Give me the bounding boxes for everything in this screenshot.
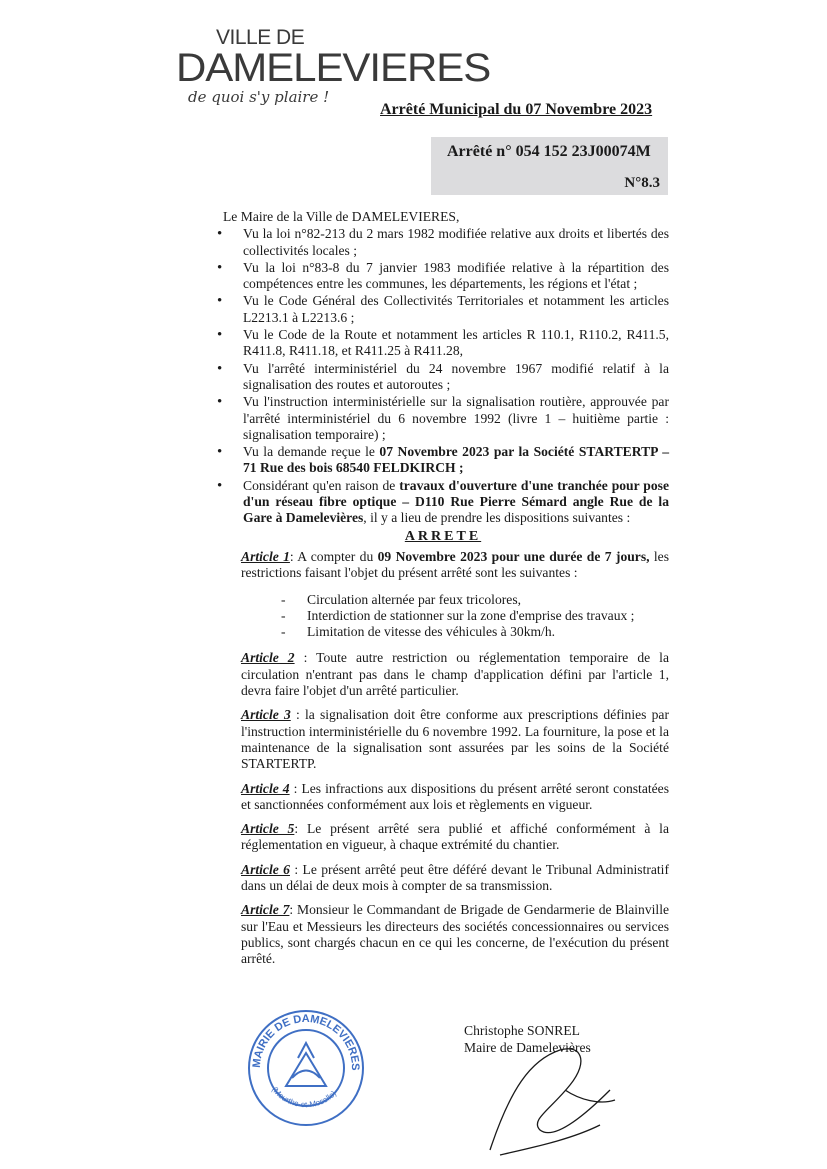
considering-item: [217, 478, 669, 527]
article-2: [241, 650, 669, 699]
consideration-item: • Vu l'arrêté interministériel du 24 novembre 1967 modifié relatif à la signalisation des routes et autoroutes ;: [217, 361, 669, 394]
article-4: [241, 781, 669, 814]
document-body: [217, 209, 669, 975]
article-text: : Le présent arrêté sera publié et affiché conformément à la réglementation en vigueur, à chaque extrémité du chantier.: [241, 821, 669, 853]
request-prefix: Vu la demande reçue le: [243, 444, 380, 460]
article-text: : Toute autre restriction ou réglementation temporaire de la circulation n'entrant pas dans le champ d'application défini par l'article 1, devra faire l'objet d'un arrêté particulier.: [241, 650, 669, 699]
considerations-list: [217, 226, 669, 526]
document-title: Arrêté Municipal du 07 Novembre 2023: [380, 101, 653, 118]
article-7: [241, 902, 669, 967]
article-1-bold: 09 Novembre 2023 pour une durée de 7 jours,: [377, 548, 650, 564]
consideration-item: • Vu la loi n°82-213 du 2 mars 1982 modifiée relative aux droits et libertés des collectivités locales ;: [217, 226, 669, 259]
article-text: : Les infractions aux dispositions du présent arrêté seront constatées et sanctionnées conformément aux lois et règlements en vigueur.: [241, 780, 669, 812]
request-bold: 07 Novembre 2023 par la Société STARTERTP – 71 Rue des bois 68540 FELDKIRCH ;: [243, 444, 669, 476]
article-6: [241, 862, 669, 895]
article-3: [241, 707, 669, 772]
handwritten-signature: [470, 1030, 620, 1160]
considering-bold: travaux d'ouverture d'une tranchée pour pose d'un réseau fibre optique – D110 Rue Pierre Sémard angle Rue de la Gare à Damelevières: [243, 477, 669, 526]
logo-slogan: de quoi s'y plaire !: [188, 88, 330, 106]
article-label: Article 7: [241, 902, 290, 918]
svg-text:(Meurthe-et-Moselle): [270, 1085, 338, 1109]
arrete-code: N°8.3: [624, 175, 660, 191]
intro-line: Le Maire de la Ville de DAMELEVIERES,: [223, 209, 460, 224]
restriction-item: - Circulation alternée par feux tricolores,: [281, 592, 669, 608]
article-1: [241, 549, 669, 640]
article-label: Article 2: [241, 650, 295, 666]
consideration-item: • Vu le Code Général des Collectivités Territoriales et notamment les articles L2213.1 à L2213.6 ;: [217, 293, 669, 326]
article-text: : la signalisation doit être conforme aux prescriptions définies par l'instruction interministérielle du 6 novembre 1992. La fourniture, la pose et la maintenance de la signalisation sont assurées par les soins de la Société STARTERTP.: [241, 707, 669, 772]
article-text: : Monsieur le Commandant de Brigade de Gendarmerie de Blainville sur l'Eau et Messieurs les directeurs des sociétés concessionnaires ou services publics, sont chargés chacun en ce qui les concerne, de l'exécution du présent arrêté.: [241, 902, 670, 967]
signatory-name: Christophe SONREL: [464, 1023, 580, 1038]
logo-city-name: DAMELEVIERES: [176, 46, 491, 90]
arrete-number: Arrêté n° 054 152 23J00074M: [447, 143, 651, 160]
consideration-item: • Vu la loi n°83-8 du 7 janvier 1983 modifiée relative à la répartition des compétences entre les communes, les départements, les régions et l'état ;: [217, 260, 669, 293]
article-5: [241, 821, 669, 854]
article-1-suffix: les restrictions faisant l'objet du présent arrêté sont les suivantes :: [241, 548, 669, 581]
logo-ville-de: VILLE DE: [216, 26, 305, 49]
restriction-item: - Interdiction de stationner sur la zone d'emprise des travaux ;: [281, 608, 669, 624]
considering-prefix: Considérant qu'en raison de: [243, 477, 400, 493]
article-label: Article 4: [241, 780, 290, 796]
article-text: : Le présent arrêté peut être déféré devant le Tribunal Administratif dans un délai de deux mois à compter de sa transmission.: [241, 861, 669, 893]
article-label: Article 1: [241, 548, 290, 564]
article-label: Article 5: [241, 821, 295, 837]
mairie-seal: [246, 1008, 366, 1128]
article-label: Article 6: [241, 861, 290, 877]
consideration-item: • Vu l'instruction interministérielle sur la signalisation routière, approuvée par l'arrêté interministériel du 6 novembre 1992 (livre 1 – huitième partie : signalisation temporaire) ;: [217, 394, 669, 443]
restrictions-list: [281, 592, 669, 641]
considering-suffix: , il y a lieu de prendre les dispositions suivantes :: [363, 510, 631, 526]
article-1-prefix: : A compter du: [289, 548, 378, 564]
signatory-title: Maire de Damelevières: [464, 1040, 591, 1055]
seal-text-bottom: (Meurthe-et-Moselle): [270, 1085, 339, 1110]
request-item: [217, 444, 669, 477]
article-label: Article 3: [241, 707, 291, 723]
arrete-heading: ARRETE: [404, 528, 482, 544]
consideration-item: • Vu le Code de la Route et notamment les articles R 110.1, R110.2, R411.5, R411.8, R411.18, et R411.25 à R411.28,: [217, 327, 669, 360]
reference-box: [431, 137, 668, 195]
seal-text-top: MAIRIE DE DAMELEVIERES: [250, 1012, 362, 1071]
restriction-item: - Limitation de vitesse des véhicules à 30km/h.: [281, 624, 669, 640]
